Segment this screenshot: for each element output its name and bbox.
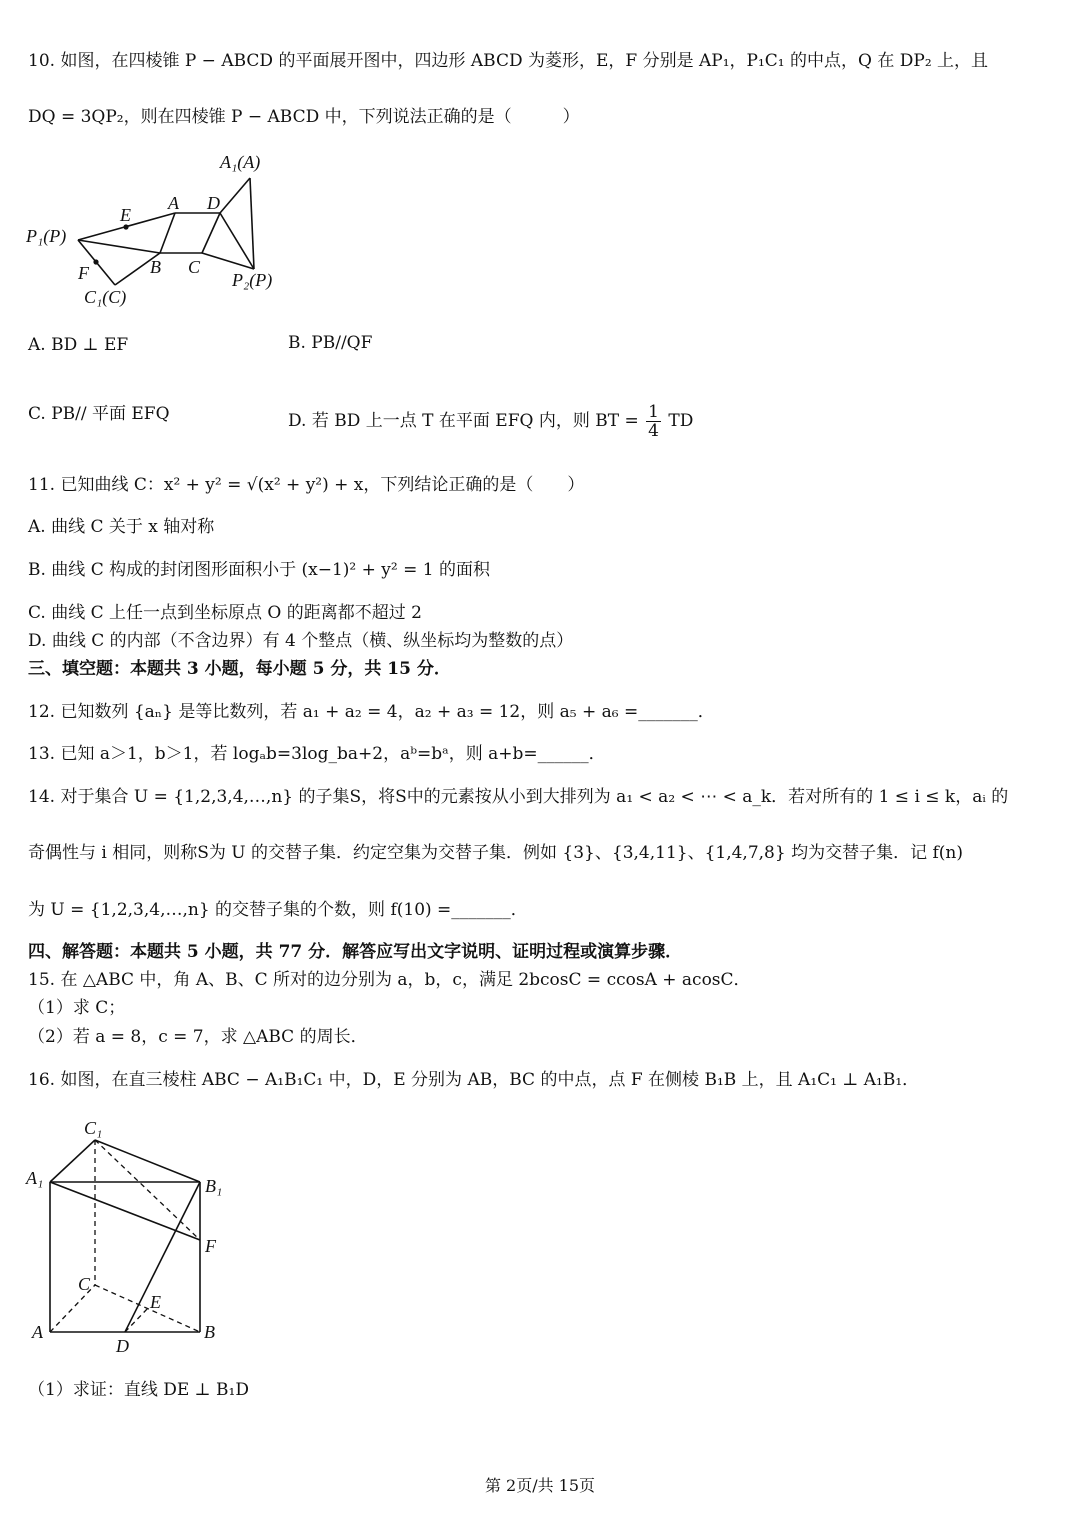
- q11-option-b: B. 曲线 C 构成的封闭图形面积小于 (x−1)² + y² = 1 的面积: [28, 560, 490, 580]
- q10-option-d-tail: TD: [668, 411, 694, 431]
- label-a: A: [32, 1322, 43, 1342]
- label-c1: C₁: [84, 1118, 103, 1138]
- q10-net-figure: [20, 145, 320, 315]
- label-p2p: P₂(P): [232, 270, 273, 290]
- section-4-heading: 四、解答题：本题共 5 小题，共 77 分．解答应写出文字说明、证明过程或演算步骤．: [28, 942, 683, 962]
- label-a1: A₁: [26, 1168, 44, 1188]
- label-b1: B₁: [205, 1176, 223, 1196]
- q10-option-a: A. BD ⊥ EF: [28, 335, 129, 355]
- q15-part1: （1）求 C；: [28, 998, 126, 1018]
- label-e: E: [120, 205, 131, 225]
- label-b: B: [204, 1322, 215, 1342]
- label-d: D: [207, 193, 220, 213]
- label-c1c: C₁(C): [84, 287, 127, 307]
- fraction: [646, 403, 661, 440]
- q10-stem-line2: DQ = 3QP₂，则在四棱锥 P − ABCD 中，下列说法正确的是（ ）: [28, 107, 580, 127]
- fraction-numerator: 1: [648, 402, 659, 422]
- q11-option-c: C. 曲线 C 上任一点到坐标原点 O 的距离都不超过 2: [28, 603, 422, 623]
- q14-line1: 14. 对于集合 U = {1,2,3,4,…,n} 的子集S，将S中的元素按从小到大排列为 a₁ < a₂ < ⋯ < a_k．若对所有的 1 ≤ i ≤ k，aᵢ 的: [28, 787, 1009, 807]
- q16-part1: （1）求证：直线 DE ⊥ B₁D: [28, 1380, 249, 1400]
- q11-option-d: D. 曲线 C 的内部（不含边界）有 4 个整点（横、纵坐标均为整数的点）: [28, 631, 574, 651]
- q10-stem-line1: 10. 如图，在四棱锥 P − ABCD 的平面展开图中，四边形 ABCD 为菱形，E，F 分别是 AP₁，P₁C₁ 的中点，Q 在 DP₂ 上，且: [28, 51, 989, 71]
- q16-stem: 16. 如图，在直三棱柱 ABC − A₁B₁C₁ 中，D，E 分别为 AB，BC 的中点，点 F 在侧棱 B₁B 上，且 A₁C₁ ⊥ A₁B₁．: [28, 1070, 920, 1090]
- q15-stem: 15. 在 △ABC 中，角 A、B、C 所对的边分别为 a，b，c，满足 2bcosC = ccosA + acosC．: [28, 970, 751, 990]
- label-f: F: [78, 263, 89, 283]
- q14-line2: 奇偶性与 i 相同，则称S为 U 的交替子集．约定空集为交替子集．例如 {3}、{3,4,11}、{1,4,7,8} 均为交替子集．记 f(n): [28, 843, 963, 863]
- label-p1p: P₁(P): [26, 226, 67, 246]
- label-b: B: [150, 257, 161, 277]
- q10-option-b: B. PB//QF: [288, 333, 373, 353]
- page-footer: 第 2页/共 15页: [484, 1476, 596, 1495]
- fraction-denominator: 4: [648, 421, 659, 441]
- q10-option-c: C. PB// 平面 EFQ: [28, 404, 170, 424]
- section-3-heading: 三、填空题：本题共 3 小题，每小题 5 分，共 15 分．: [28, 659, 451, 679]
- label-f: F: [205, 1236, 216, 1256]
- q13-stem: 13. 已知 a＞1，b＞1，若 logₐb=3log_ba+2，aᵇ=bᵃ，则 a+b=______．: [28, 744, 606, 764]
- label-e: E: [150, 1292, 161, 1312]
- label-c: C: [78, 1274, 91, 1294]
- q16-prism-figure: [20, 1110, 260, 1360]
- q11-stem: 11. 已知曲线 C：x² + y² = √(x² + y²) + x，下列结论正确的是（ ）: [28, 475, 585, 495]
- q11-option-a: A. 曲线 C 关于 x 轴对称: [28, 517, 215, 537]
- label-a1a: A₁(A): [220, 152, 261, 172]
- label-c: C: [188, 257, 201, 277]
- q12-stem: 12. 已知数列 {aₙ} 是等比数列，若 a₁ + a₂ = 4，a₂ + a₃ = 12，则 a₅ + a₆ =_______．: [28, 702, 715, 722]
- q14-line3: 为 U = {1,2,3,4,…,n} 的交替子集的个数，则 f(10) =_______．: [28, 900, 528, 920]
- label-a: A: [168, 193, 179, 213]
- q10-option-d: [288, 403, 693, 440]
- label-d: D: [116, 1336, 129, 1356]
- q15-part2: （2）若 a = 8，c = 7，求 △ABC 的周长．: [28, 1027, 368, 1047]
- q10-option-d-text: D. 若 BD 上一点 T 在平面 EFQ 内，则 BT =: [288, 411, 639, 431]
